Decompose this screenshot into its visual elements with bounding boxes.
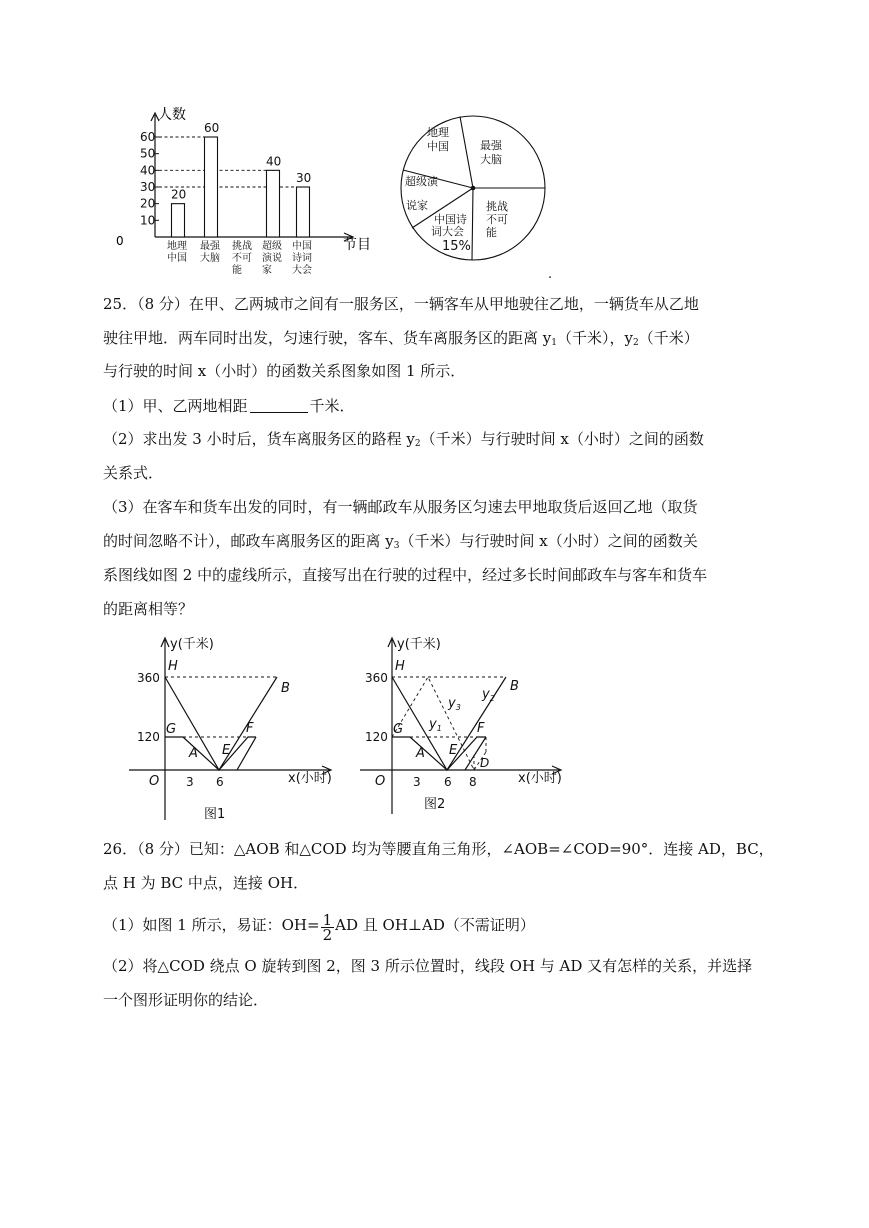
q25-part-2-cont: 关系式． — [103, 464, 164, 482]
q25-line-3: 与行驶的时间 x（小时）的函数关系图象如图 1 所示． — [103, 362, 466, 380]
q26-line-2: 点 H 为 BC 中点，连接 OH． — [103, 874, 309, 892]
bar — [297, 187, 310, 237]
fig2-label-A: A — [416, 746, 425, 761]
answer-blank[interactable] — [250, 398, 308, 413]
fig1-label-H: H — [168, 659, 178, 674]
fig2-label-E: E — [449, 743, 458, 758]
fig2-label-D: D — [480, 756, 490, 770]
fig1-x-label: x(小时) — [288, 771, 332, 786]
fig2-label-B: B — [510, 679, 519, 694]
bar-category-label: 家 — [262, 265, 272, 276]
fig1-y-label: y(千米) — [170, 637, 214, 652]
pie-label-shici-1: 中国诗 — [434, 213, 467, 226]
bar-y-tick-label: 40 — [140, 163, 156, 178]
fig2-y-label: y(千米) — [397, 637, 441, 652]
fig2-x-6: 6 — [444, 775, 452, 789]
fig1-y-360: 360 — [137, 671, 160, 685]
pie-label-dili-2: 中国 — [427, 140, 449, 153]
fig2-origin: O — [375, 774, 386, 789]
q25-line-1: 25．（8 分）在甲、乙两城市之间有一服务区，一辆客车从甲地驶往乙地，一辆货车从乙地 — [103, 295, 699, 313]
bar-y-tick-label: 50 — [140, 146, 156, 161]
bar-origin-label: 0 — [116, 234, 124, 248]
bar — [267, 170, 280, 237]
fig1-label-G: G — [166, 722, 177, 737]
q25-part-3b2: （千米）与行驶时间 x（小时）之间的函数关 — [399, 532, 698, 550]
fig1-x-3: 3 — [186, 775, 194, 789]
fig1-x-6: 6 — [216, 775, 224, 789]
pie-label-tiaozhan-3: 能 — [486, 226, 497, 239]
q25-part-2-sub: 2 — [414, 439, 421, 449]
pie-center-dot — [471, 186, 476, 191]
q25-part-3-line-4: 的距离相等？ — [103, 600, 194, 618]
pie-label-zuiqiang-2: 大脑 — [480, 153, 502, 166]
bar-y-tick-label: 30 — [140, 180, 156, 194]
bar-category-label: 能 — [232, 265, 242, 276]
bar-x-label: 节目 — [343, 237, 371, 253]
pie-label-tiaozhan-1: 挑战 — [486, 200, 508, 213]
bar-category-label: 最强 — [200, 241, 220, 252]
bar-category-label: 地理 — [167, 241, 187, 252]
q25-line-2c: （千米） — [638, 329, 699, 347]
q25-part-3b1: 的时间忽略不计），邮政车离服务区的距离 y — [103, 532, 394, 550]
bar-category-label: 不可 — [232, 253, 252, 264]
q25-part-3: （3）在客车和货车出发的同时，有一辆邮政车从服务区匀速去甲地取货后返回乙地（取货 — [103, 498, 698, 516]
pie-line-1 — [460, 117, 473, 189]
fig1-label-B: B — [281, 681, 290, 696]
q25-sub-2: 2 — [632, 338, 639, 348]
q25-part-3-sub: 3 — [393, 541, 400, 551]
q25-part-1 — [103, 398, 763, 414]
bar-y-tick-label: 10 — [140, 213, 156, 228]
q25-part-3-line-3: 系图线如图 2 中的虚线所示，直接写出在行驶的过程中，经过多长时间邮政车与客车和货车 — [103, 566, 708, 584]
fig1-label-E: E — [222, 743, 231, 758]
bar-value-label: 20 — [171, 187, 187, 202]
fig1-origin: O — [149, 774, 160, 789]
q25-line-2 — [103, 331, 763, 348]
bar-y-label: 人数 — [158, 107, 186, 123]
fraction-numerator: 1 — [322, 911, 333, 929]
pie-line-3 — [472, 188, 473, 260]
fig2-y-360: 360 — [365, 671, 388, 685]
bar-category-label: 大脑 — [200, 253, 220, 264]
bar-category-label: 中国 — [292, 241, 312, 252]
q25-sub-1: 1 — [551, 338, 557, 348]
fig2-label-G: G — [393, 722, 404, 737]
q25-part-1a: （1）甲、乙两地相距 — [103, 397, 248, 415]
q25-part-1b: 千米． — [309, 397, 355, 415]
fig1-truck-tail — [237, 737, 256, 770]
bar-category-label: 大会 — [292, 265, 312, 276]
q26-part-1b: AD 且 OH⊥AD（不需证明） — [335, 916, 535, 934]
q25-part-2 — [103, 432, 763, 449]
fig1-label-A: A — [189, 746, 198, 761]
q26-part-1a: （1）如图 1 所示，易证：OH= — [103, 916, 320, 934]
fig2-label-y2: $y_2$ — [482, 687, 495, 703]
bar-category-label: 演说 — [262, 253, 282, 264]
bar-category-label: 诗词 — [292, 253, 312, 264]
pie-label-zuiqiang-1: 最强 — [480, 139, 502, 152]
fig2-label-y1: $y_1$ — [429, 717, 442, 733]
pie-label-percent: 15% — [442, 239, 471, 254]
q25-part-2b: （千米）与行驶时间 x（小时）之间的函数 — [420, 430, 704, 448]
fig2-label-y3: $y_3$ — [448, 696, 461, 712]
fraction-one-half — [321, 913, 335, 942]
q25-line-2b: （千米），y — [556, 329, 633, 347]
pie-chart — [400, 115, 560, 285]
bar-category-label: 挑战 — [232, 241, 252, 252]
q25-line-2a: 驶往甲地．两车同时出发，匀速行驶，客车、货车离服务区的距离 y — [103, 329, 552, 347]
fraction-denominator: 2 — [322, 926, 333, 944]
q25-part-3-line-2 — [103, 534, 763, 551]
bar-y-tick-label: 20 — [140, 196, 156, 211]
pie-label-chaoji-2: 说家 — [406, 199, 428, 212]
fig1-y-120: 120 — [137, 730, 160, 744]
q26-part-2-line-2: 一个图形证明你的结论． — [103, 991, 269, 1009]
fig2-x-8: 8 — [469, 775, 477, 789]
q26-line-1: 26．（8 分）已知：△AOB 和△COD 均为等腰直角三角形，∠AOB=∠COD=90°．连接 AD，BC， — [103, 840, 774, 858]
q26-part-1 — [103, 913, 763, 942]
pie-trailing-dot: . — [548, 267, 553, 282]
fig2-x-label: x(小时) — [518, 771, 562, 786]
pie-label-dili-1: 地理 — [427, 126, 449, 139]
q26-part-2: （2）将△COD 绕点 O 旋转到图 2，图 3 所示位置时，线段 OH 与 AD 又有怎样的关系，并选择 — [103, 957, 753, 975]
bar-value-label: 60 — [204, 121, 220, 135]
fig1-truck-line — [165, 737, 256, 770]
q25-part-2a: （2）求出发 3 小时后，货车离服务区的路程 y — [103, 430, 415, 448]
fig1-passenger-line — [165, 677, 277, 770]
bar — [205, 137, 218, 237]
fig2-caption: 图2 — [424, 797, 446, 812]
bar-chart — [110, 105, 385, 280]
pie-label-tiaozhan-2: 不可 — [486, 213, 508, 226]
figure-2 — [360, 632, 595, 817]
fig2-label-F: F — [477, 721, 485, 736]
fig1-label-F: F — [246, 721, 254, 736]
bar-value-label: 40 — [266, 154, 282, 169]
bar — [172, 204, 185, 237]
fig2-x-3: 3 — [413, 775, 421, 789]
pie-label-chaoji-1: 超级演 — [405, 175, 438, 188]
bar-y-tick-label: 60 — [140, 130, 156, 144]
fig2-y-120: 120 — [365, 730, 388, 744]
figure-1 — [125, 632, 350, 827]
bar-category-label: 中国 — [167, 253, 187, 264]
fig1-caption: 图1 — [204, 807, 226, 822]
fig2-label-H: H — [395, 659, 405, 674]
bar-value-label: 30 — [296, 171, 312, 185]
pie-label-shici-2: 词大会 — [431, 225, 464, 238]
bar-category-label: 超级 — [262, 241, 282, 252]
